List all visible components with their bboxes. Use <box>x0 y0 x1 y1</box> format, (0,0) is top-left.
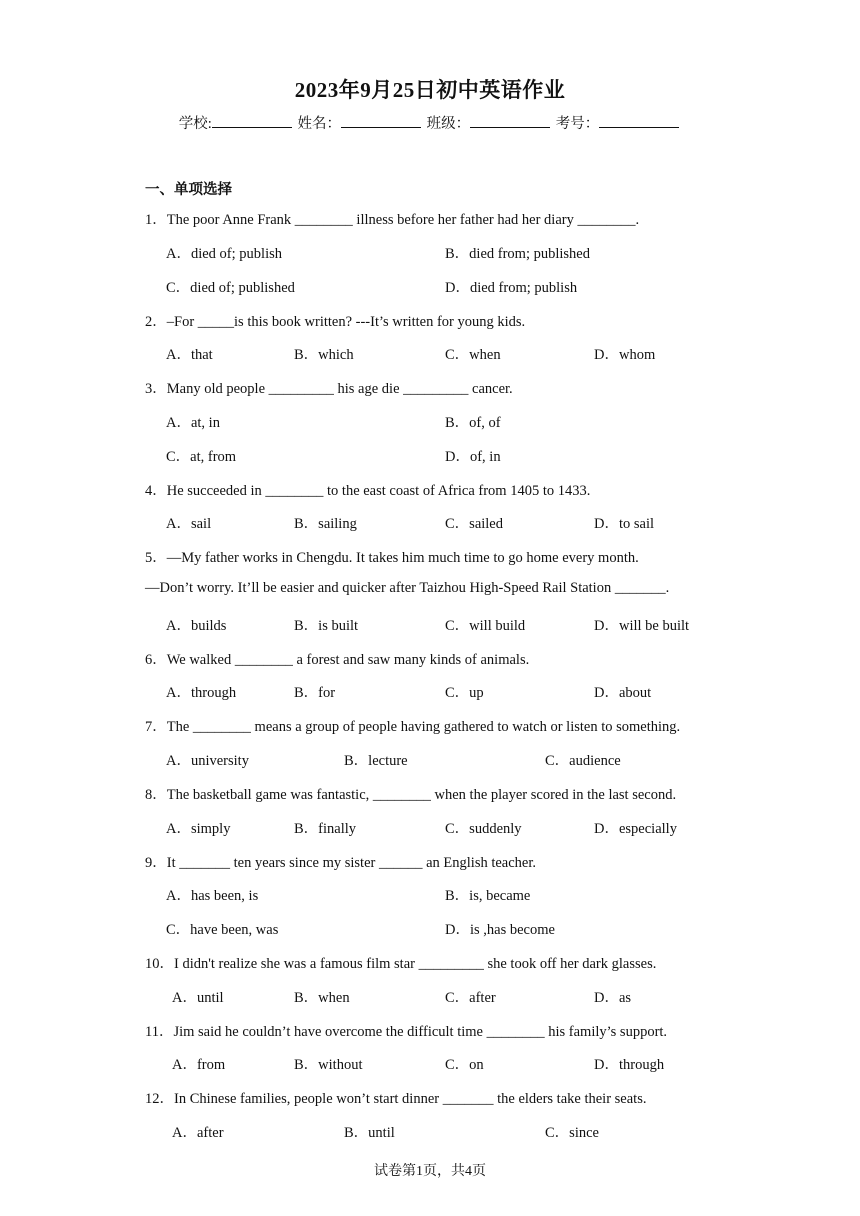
option-b[interactable]: B．without <box>294 1057 363 1073</box>
option-d[interactable]: D．as <box>594 990 632 1006</box>
question-12-stem: 12．In Chinese families, people won’t start dinner _______ the elders take their seats. <box>145 1091 647 1107</box>
question-5-stem-line2: —Don’t worry. It’ll be easier and quicker after Taizhou High-Speed Rail Station _______. <box>145 580 670 596</box>
class-blank <box>470 113 550 128</box>
option-b[interactable]: B．sailing <box>294 516 357 532</box>
option-d[interactable]: D．about <box>594 685 652 701</box>
option-b[interactable]: B．when <box>294 990 350 1006</box>
option-c[interactable]: C．died of; published <box>166 280 295 296</box>
option-a[interactable]: A．through <box>166 685 237 701</box>
option-b[interactable]: B．which <box>294 347 354 363</box>
option-a[interactable]: A．after <box>172 1125 224 1141</box>
option-d[interactable]: D．died from; publish <box>445 280 578 296</box>
option-b[interactable]: B．finally <box>294 821 357 837</box>
option-d[interactable]: D．will be built <box>594 618 690 634</box>
option-a[interactable]: A．university <box>166 753 249 769</box>
question-1-stem: 1．The poor Anne Frank ________ illness before her father had her diary ________. <box>145 212 640 228</box>
question-7-stem: 7．The ________ means a group of people having gathered to watch or listen to something. <box>145 719 681 735</box>
option-a[interactable]: A．simply <box>166 821 231 837</box>
option-c[interactable]: C．when <box>445 347 501 363</box>
name-label: 姓名： <box>297 116 341 132</box>
option-c[interactable]: C．on <box>445 1057 484 1073</box>
question-9-stem: 9．It _______ ten years since my sister ______ an English teacher. <box>145 855 537 871</box>
question-11-stem: 11．Jim said he couldn’t have overcome the difficult time ________ his family’s support. <box>145 1024 668 1040</box>
option-d[interactable]: D．through <box>594 1057 665 1073</box>
option-d[interactable]: D．is ,has become <box>445 922 555 938</box>
option-b[interactable]: B．is built <box>294 618 359 634</box>
option-d[interactable]: D．of, in <box>445 449 501 465</box>
option-c[interactable]: C．will build <box>445 618 526 634</box>
option-b[interactable]: B．died from; published <box>445 246 590 262</box>
option-c[interactable]: C．suddenly <box>445 821 522 837</box>
student-info-line <box>0 112 860 133</box>
option-a[interactable]: A．at, in <box>166 415 220 431</box>
question-2-stem: 2．–For _____is this book written? ---It’s written for young kids. <box>145 314 526 330</box>
option-b[interactable]: B．of, of <box>445 415 501 431</box>
option-b[interactable]: B．for <box>294 685 336 701</box>
school-label: 学校: <box>178 116 212 132</box>
option-c[interactable]: C．audience <box>545 753 621 769</box>
option-c[interactable]: C．at, from <box>166 449 237 465</box>
option-c[interactable]: C．since <box>545 1125 599 1141</box>
option-b[interactable]: B．until <box>344 1125 395 1141</box>
option-c[interactable]: C．up <box>445 685 484 701</box>
question-10-stem: 10．I didn't realize she was a famous film star _________ she took off her dark glasses. <box>145 956 657 972</box>
option-b[interactable]: B．lecture <box>344 753 408 769</box>
school-blank <box>212 113 292 128</box>
option-a[interactable]: A．died of; publish <box>166 246 282 262</box>
option-d[interactable]: D．whom <box>594 347 656 363</box>
option-a[interactable]: A．sail <box>166 516 212 532</box>
option-a[interactable]: A．has been, is <box>166 888 259 904</box>
class-label: 班级： <box>426 116 471 132</box>
option-c[interactable]: C．have been, was <box>166 922 279 938</box>
exam-number-blank <box>599 113 679 128</box>
name-blank <box>341 113 421 128</box>
option-c[interactable]: C．after <box>445 990 496 1006</box>
question-8-stem: 8．The basketball game was fantastic, ________ when the player scored in the last second. <box>145 787 677 803</box>
question-4-stem: 4．He succeeded in ________ to the east coast of Africa from 1405 to 1433. <box>145 483 591 499</box>
option-c[interactable]: C．sailed <box>445 516 503 532</box>
option-a[interactable]: A．builds <box>166 618 227 634</box>
option-a[interactable]: A．from <box>172 1057 226 1073</box>
page-footer: 试卷第1页，共4页 <box>374 1164 486 1179</box>
section-title: 一、单项选择 <box>145 182 232 198</box>
question-5-stem: 5．—My father works in Chengdu. It takes him much time to go home every month. <box>145 550 639 566</box>
option-d[interactable]: D．especially <box>594 821 677 837</box>
question-6-stem: 6．We walked ________ a forest and saw many kinds of animals. <box>145 652 530 668</box>
option-a[interactable]: A．until <box>172 990 224 1006</box>
option-a[interactable]: A．that <box>166 347 213 363</box>
exam-number-label: 考号： <box>555 116 600 132</box>
page-title: 2023年9月25日初中英语作业 <box>294 78 566 102</box>
question-3-stem: 3．Many old people _________ his age die _________ cancer. <box>145 381 513 397</box>
option-b[interactable]: B．is, became <box>445 888 531 904</box>
option-d[interactable]: D．to sail <box>594 516 655 532</box>
